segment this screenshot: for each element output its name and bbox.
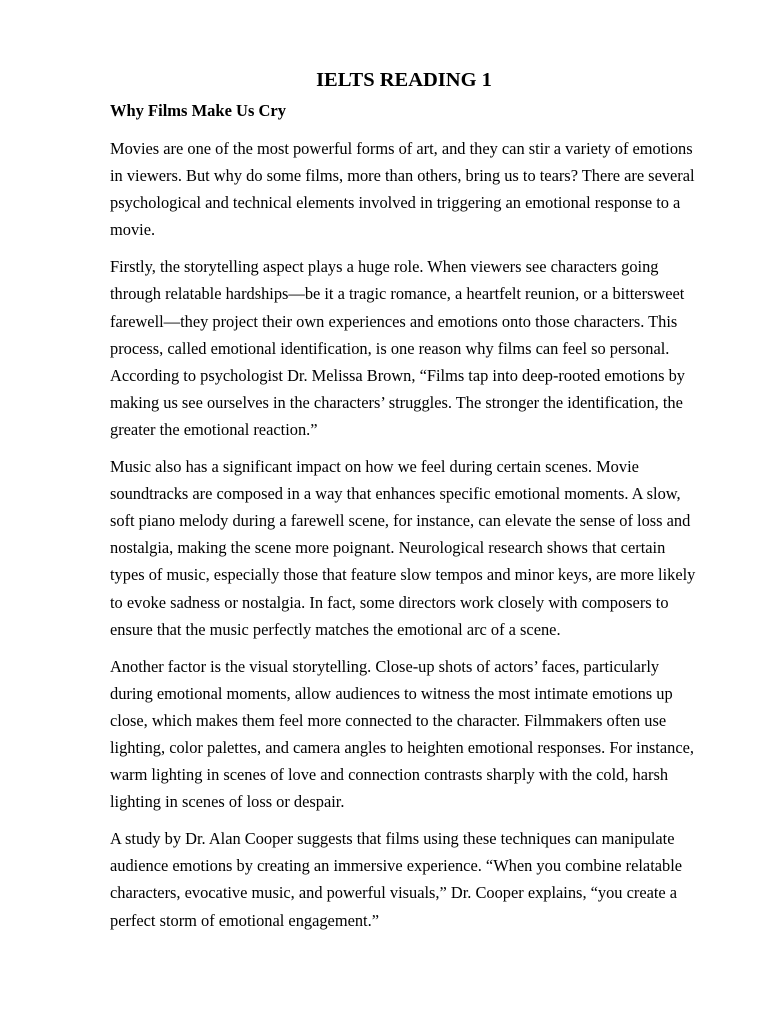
document-title: IELTS READING 1 — [316, 69, 492, 91]
paragraph-5: A study by Dr. Alan Cooper suggests that films using these techniques can manipulate audience emotions by creating an immersive experience. “When you combine relatable characters, evocative music, and powerful visuals,” Dr. Cooper explains, “you create a perfect storm of emotional engagement.” — [110, 829, 683, 930]
paragraph-2: Firstly, the storytelling aspect plays a huge role. When viewers see characters going through relatable hardships—be it a tragic romance, a heartfelt reunion, or a bittersweet farewell—they project their own experiences and emotions onto those characters. This process, called emotional identification, is one reason why films can feel so personal. According to psychologist Dr. Melissa Brown, “Films tap into deep-rooted emotions by making us see ourselves in the characters’ struggles. The stronger the identification, the greater the emotional reaction.” — [110, 257, 685, 439]
article-heading: Why Films Make Us Cry — [110, 101, 286, 120]
paragraph-1: Movies are one of the most powerful forms of art, and they can stir a variety of emotions in viewers. But why do some films, more than others, bring us to tears? There are several psychological and technical elements involved in triggering an emotional response to a movie. — [110, 139, 695, 240]
document-page — [110, 66, 698, 934]
paragraph-4: Another factor is the visual storytelling. Close-up shots of actors’ faces, particularly during emotional moments, allow audiences to witness the most intimate emotions up close, which makes them feel more connected to the character. Filmmakers often use lighting, color palettes, and camera angles to heighten emotional responses. For instance, warm lighting in scenes of love and connection contrasts sharply with the cold, harsh lighting in scenes of loss or despair. — [110, 656, 694, 812]
paragraph-3: Music also has a significant impact on how we feel during certain scenes. Movie soundtracks are composed in a way that enhances specific emotional moments. A slow, soft piano melody during a farewell scene, for instance, can elevate the sense of loss and nostalgia, making the scene more poignant. Neurological research shows that certain types of music, especially those that feature slow tempos and minor keys, are more likely to evoke sadness or nostalgia. In fact, some directors work closely with composers to ensure that the music perfectly matches the emotional arc of a scene. — [110, 457, 696, 639]
